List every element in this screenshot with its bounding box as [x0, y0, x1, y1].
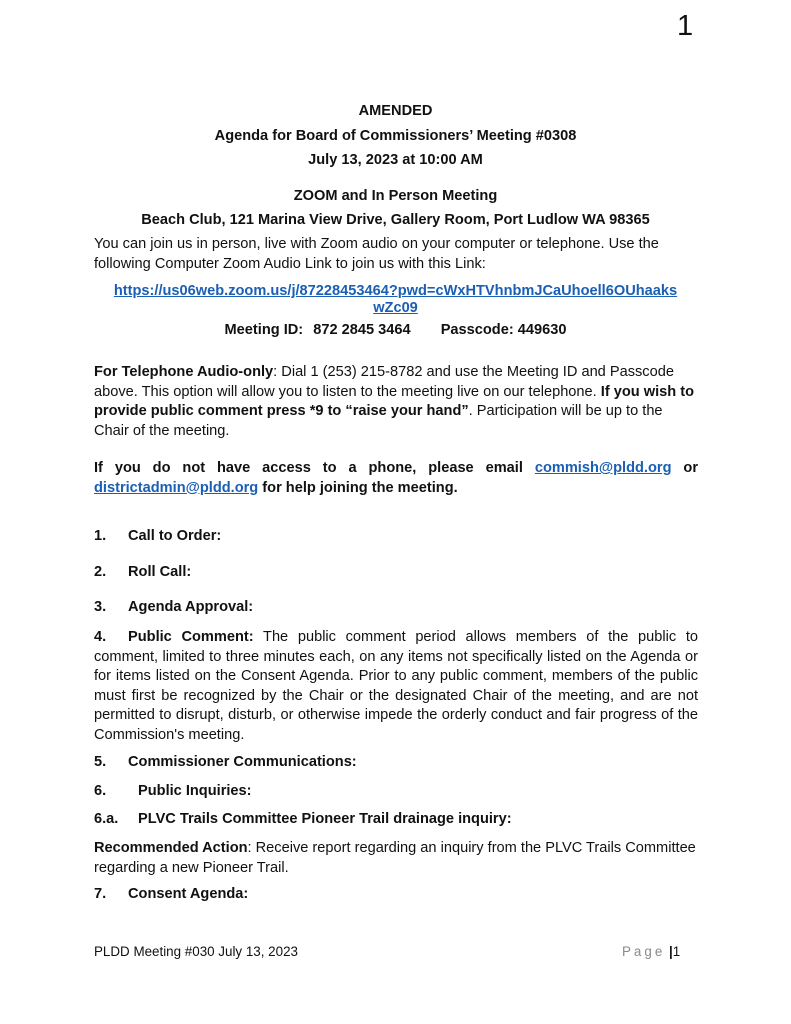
footer-page-number: 1: [672, 944, 681, 959]
footer-page-indicator: [622, 944, 680, 959]
help-text: for help joining the meeting.: [262, 479, 458, 496]
agenda-item-roll-call: [94, 564, 191, 580]
agenda-item-trails-inquiry: [94, 811, 512, 827]
passcode-label: Passcode:: [440, 322, 514, 338]
or-text: or: [683, 460, 699, 476]
agenda-item-call-to-order: [94, 528, 221, 544]
item-number: 6.a.: [94, 811, 119, 827]
item-number: 6.: [94, 783, 107, 799]
item-title: Roll Call:: [128, 564, 192, 580]
item-number: 5.: [94, 754, 107, 770]
item-title: Commissioner Communications:: [128, 754, 357, 770]
passcode-value: 449630: [517, 322, 567, 338]
item-number: 2.: [94, 564, 107, 580]
agenda-item-consent-agenda: [94, 886, 248, 902]
meeting-location: Beach Club, 121 Marina View Drive, Gallery Room, Port Ludlow WA 98365: [141, 212, 650, 228]
item-title: Public Inquiries:: [138, 783, 252, 799]
meeting-type: ZOOM and In Person Meeting: [293, 188, 498, 204]
no-phone-paragraph: [94, 459, 698, 498]
recommended-action-label: Recommended Action: [94, 840, 248, 856]
item-body: The public comment period allows members of the public to comment, limited to three minutes each, on any items not specifically listed on the Agenda or for items listed on the Consent Agenda. Prior to any public comment, members of the public must first be recognized by the Chair or the designated Chair of the meeting, and are not permitted to disrupt, disturb, or otherwise impede the orderly conduct and fair progress of the Commission's meeting.: [94, 629, 699, 743]
meeting-datetime: July 13, 2023 at 10:00 AM: [308, 152, 483, 168]
page-label: Page: [622, 944, 666, 959]
intro-text: You can join us in person, live with Zoom audio on your computer or telephone. Use the following Computer Zoom Audio Link to join us with this Link:: [94, 236, 659, 272]
page-number-top: 1: [677, 10, 694, 42]
item-title: PLVC Trails Committee Pioneer Trail drainage inquiry:: [138, 811, 512, 827]
meeting-id-label: Meeting ID:: [224, 322, 304, 338]
item-number: 1.: [94, 528, 107, 544]
meeting-id-value: 872 2845 3464: [313, 322, 411, 338]
participation-text: . Participation will be up to the Chair of the meeting.: [94, 403, 663, 439]
agenda-item-commissioner-communications: [94, 754, 357, 770]
telephone-label: For Telephone Audio-only: [94, 364, 274, 380]
email-commish-link[interactable]: commish@pldd.org: [534, 460, 672, 476]
item-number: 3.: [94, 599, 107, 615]
agenda-title: Agenda for Board of Commissioners’ Meeting #0308: [214, 128, 577, 144]
item-number: 7.: [94, 886, 107, 902]
item-title: Call to Order:: [128, 528, 222, 544]
agenda-item-agenda-approval: [94, 599, 253, 615]
recommended-action-text: : Receive report regarding an inquiry from the PLVC Trails Committee regarding a new Pioneer Trail.: [94, 840, 696, 876]
telephone-text: : Dial 1 (253) 215-8782 and use the Meeting ID and Passcode above. This option will allow you to listen to the meeting live on our telephone.: [94, 364, 674, 400]
item-title: Public Comment:: [128, 629, 254, 645]
zoom-link[interactable]: https://us06web.zoom.us/j/87228453464?pwd=cWxHTVhnbmJCaUhoell6OUhaaks: [113, 283, 678, 299]
agenda-item-public-comment: [94, 628, 698, 745]
zoom-link-continued[interactable]: wZc09: [373, 300, 418, 316]
item-title: Consent Agenda:: [128, 886, 249, 902]
item-number: 4.: [94, 629, 107, 645]
raise-hand-instruction: If you wish to provide public comment press *9 to “raise your hand”: [94, 383, 695, 419]
email-districtadmin-link[interactable]: districtadmin@pldd.org: [94, 479, 259, 496]
agenda-item-public-inquiries: [94, 783, 252, 799]
amended-heading: AMENDED: [358, 103, 433, 119]
no-phone-text: If you do not have access to a phone, please email: [94, 460, 523, 476]
item-title: Agenda Approval:: [128, 599, 254, 615]
footer-meeting-label: PLDD Meeting #030 July 13, 2023: [94, 944, 298, 959]
page-separator: |: [669, 944, 673, 959]
meeting-credentials: [0, 322, 791, 338]
telephone-paragraph: [94, 363, 698, 441]
recommended-action: [94, 839, 698, 878]
zoom-link-block: [0, 283, 791, 317]
